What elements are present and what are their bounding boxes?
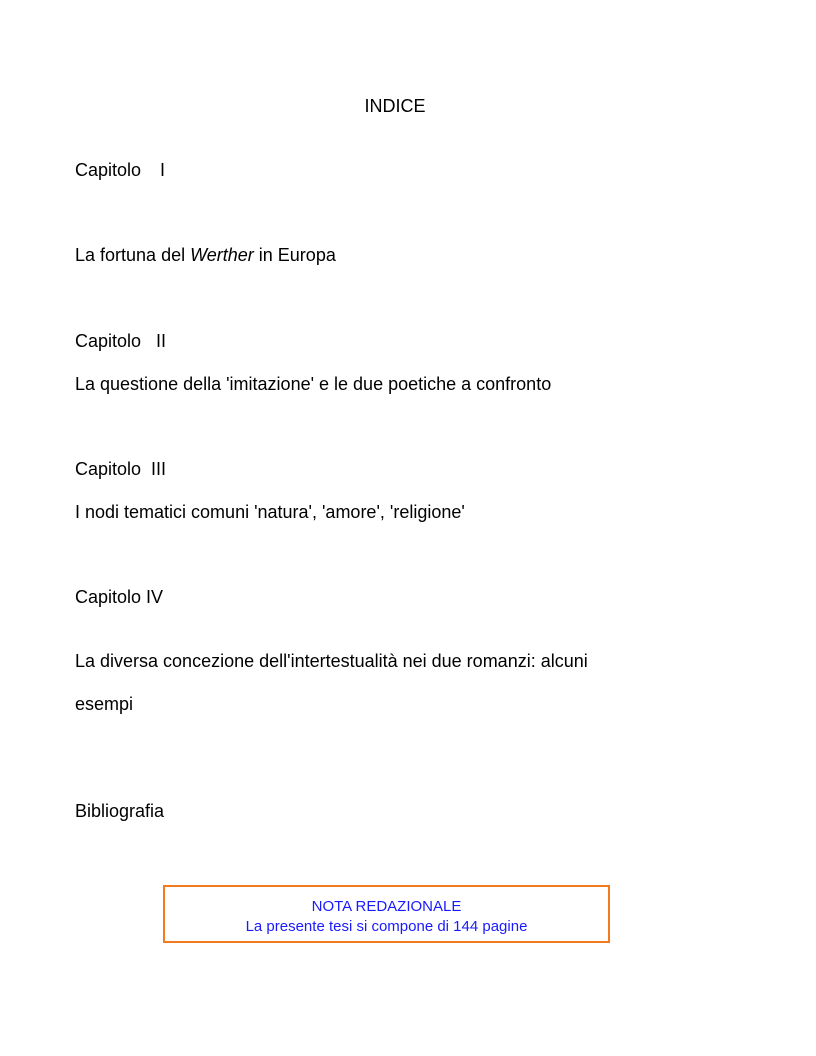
chapter-3-description: I nodi tematici comuni 'natura', 'amore', 'religione' <box>75 502 465 522</box>
editorial-note-text: La presente tesi si compone di 144 pagine <box>245 918 528 935</box>
chapter-2-description: La questione della 'imitazione' e le due poetiche a confronto <box>75 374 552 394</box>
chapter-2-label: Capitolo <box>75 331 142 351</box>
chapter-2-number: II <box>156 331 167 351</box>
chapter-1-description-italic: Werther <box>190 245 254 265</box>
chapter-4-number: IV <box>146 587 164 607</box>
chapter-1-description-end: in Europa <box>253 245 336 265</box>
chapter-1-description <box>75 244 336 266</box>
chapter-4-label: Capitolo <box>75 587 142 607</box>
chapter-4-heading <box>75 586 163 608</box>
chapter-3-heading <box>75 458 166 480</box>
chapter-1-number: I <box>160 160 166 180</box>
chapter-4-description-line1: La diversa concezione dell'intertestualità nei due romanzi: alcuni <box>75 651 588 671</box>
editorial-note-title: NOTA REDAZIONALE <box>311 898 462 915</box>
page-title: INDICE <box>364 96 426 116</box>
chapter-3-label: Capitolo <box>75 459 142 479</box>
editorial-note-box <box>163 885 610 943</box>
chapter-2-heading <box>75 330 166 352</box>
chapter-3-number: III <box>151 459 167 479</box>
chapter-1-description-start: La fortuna del <box>75 245 191 265</box>
chapter-4-description-line2: esempi <box>75 694 134 714</box>
bibliography-heading: Bibliografia <box>75 801 165 821</box>
chapter-1-heading <box>75 159 165 181</box>
chapter-1-label: Capitolo <box>75 160 142 180</box>
